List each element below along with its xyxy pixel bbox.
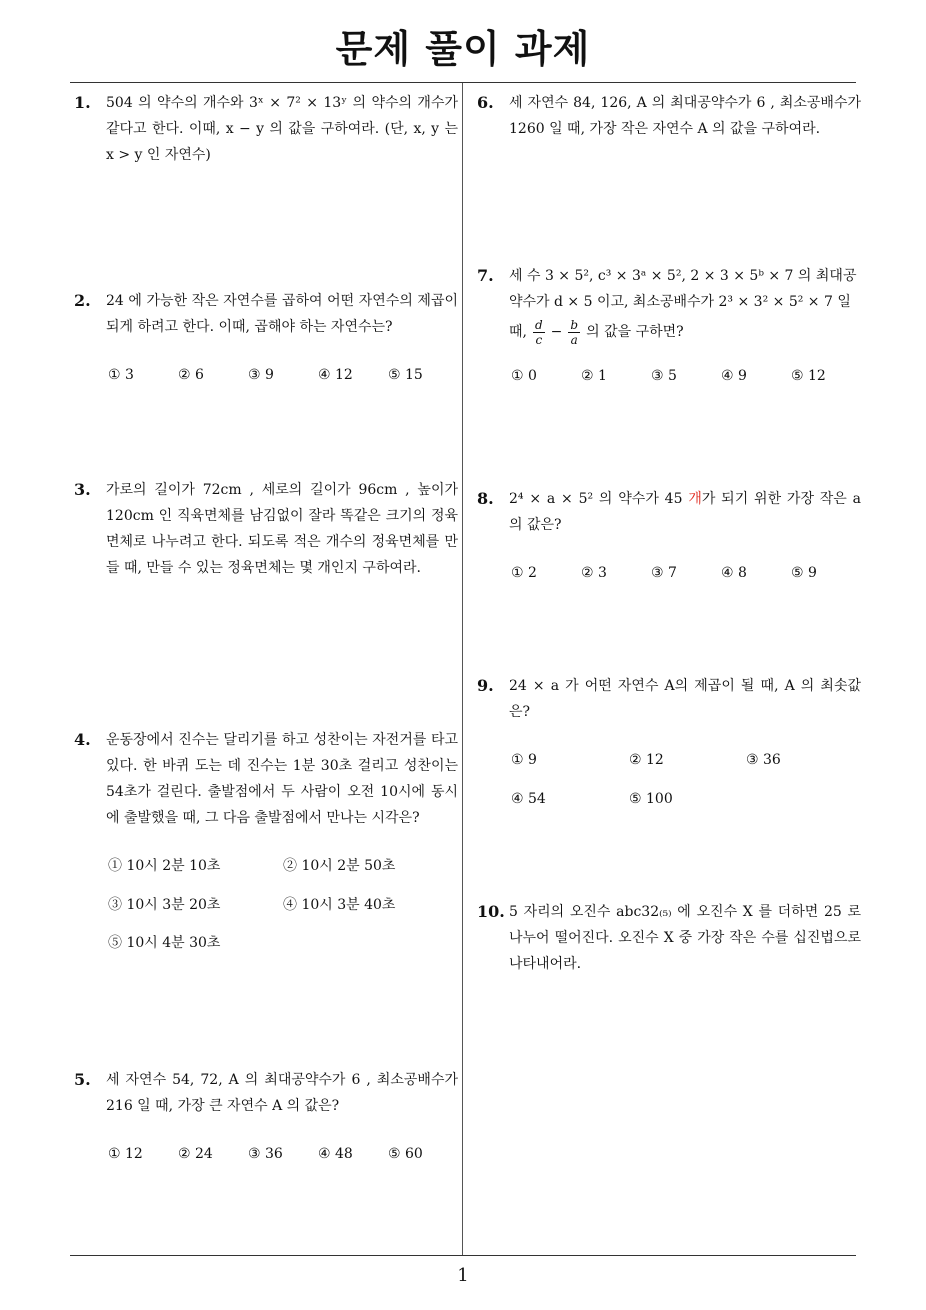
problem-number: 1. (74, 93, 91, 112)
choice-3[interactable]: ③ 36 (248, 1146, 283, 1162)
problem-text-line (509, 315, 861, 349)
problem-text-line: 약수가 d × 5 이고, 최소공배수가 2³ × 3² × 5² × 7 일 (509, 294, 851, 310)
choice-1[interactable]: ① 3 (108, 367, 134, 383)
bottom-rule (70, 1255, 856, 1256)
choice-2[interactable]: ② 12 (629, 752, 664, 768)
fraction (568, 318, 580, 347)
text-fragment: 때, (509, 324, 527, 340)
problem-7 (477, 263, 861, 393)
problem-6 (477, 90, 861, 142)
choice-list (511, 747, 861, 817)
text-fragment: 가 되기 위한 가장 작은 a 의 값은? (509, 491, 861, 533)
fraction (533, 318, 545, 347)
minus-sign: − (550, 324, 563, 340)
choice-4[interactable]: ④ 8 (721, 565, 747, 581)
choice-4[interactable]: ④ 10시 3분 40초 (283, 897, 396, 913)
fraction-denominator: a (570, 332, 578, 347)
problem-text (509, 263, 861, 349)
choice-1[interactable]: ① 0 (511, 368, 537, 384)
choice-5[interactable]: ⑤ 12 (791, 368, 826, 384)
choice-3[interactable]: ③ 36 (746, 752, 781, 768)
choice-list (511, 560, 861, 590)
problem-number: 9. (477, 676, 494, 695)
problem-text (509, 486, 861, 538)
column-divider (462, 83, 463, 1255)
problem-text: 세 자연수 84, 126, A 의 최대공약수가 6 , 최소공배수가 1260 일 때, 가장 작은 자연수 A 의 값을 구하여라. (509, 95, 861, 137)
choice-3[interactable]: ③ 5 (651, 368, 677, 384)
choice-2[interactable]: ② 6 (178, 367, 204, 383)
problem-2 (74, 288, 458, 392)
problem-text: 24 × a 가 어떤 자연수 A의 제곱이 될 때, A 의 최솟값은? (509, 678, 861, 720)
choice-5[interactable]: ⑤ 60 (388, 1146, 423, 1162)
problem-number: 8. (477, 489, 494, 508)
fraction-denominator: c (535, 332, 543, 347)
choice-5[interactable]: ⑤ 10시 4분 30초 (108, 935, 221, 951)
text-fragment: 2⁴ × a × 5² 의 약수가 45 (509, 491, 689, 507)
problem-number: 6. (477, 93, 494, 112)
problem-text-line: 세 수 3 × 5², c³ × 3ᵃ × 5², 2 × 3 × 5ᵇ × 7 의 최대공 (509, 268, 857, 284)
problem-number: 10. (477, 902, 505, 921)
choice-4[interactable]: ④ 48 (318, 1146, 353, 1162)
problem-9 (477, 673, 861, 817)
fraction-numerator: b (570, 317, 579, 332)
page-number: 1 (457, 1265, 469, 1286)
choice-list (511, 363, 861, 393)
choice-2[interactable]: ② 24 (178, 1146, 213, 1162)
top-rule (70, 82, 856, 83)
choice-5[interactable]: ⑤ 15 (388, 367, 423, 383)
problem-1 (74, 90, 458, 168)
choice-1[interactable]: ① 10시 2분 10초 (108, 858, 221, 874)
problem-number: 2. (74, 291, 91, 310)
choice-list (108, 1141, 458, 1171)
choice-4[interactable]: ④ 54 (511, 791, 546, 807)
fraction-numerator: d (534, 317, 543, 332)
choice-2[interactable]: ② 10시 2분 50초 (283, 858, 396, 874)
choice-4[interactable]: ④ 9 (721, 368, 747, 384)
text-fragment: 의 값을 구하면? (586, 324, 684, 340)
problem-text: 5 자리의 오진수 abc32₍₅₎ 에 오진수 X 를 더하면 25 로 나누어 떨어진다. 오진수 X 중 가장 작은 수를 십진법으로 나타내어라. (509, 904, 861, 972)
choice-1[interactable]: ① 9 (511, 752, 537, 768)
choice-3[interactable]: ③ 7 (651, 565, 677, 581)
problem-number: 4. (74, 730, 91, 749)
problem-number: 3. (74, 480, 91, 499)
problem-number: 7. (477, 266, 494, 285)
problem-number: 5. (74, 1070, 91, 1089)
problem-8 (477, 486, 861, 590)
problem-text: 운동장에서 진수는 달리기를 하고 성찬이는 자전거를 타고 있다. 한 바퀴 도는 데 진수는 1분 30초 걸리고 성찬이는 54초가 걸린다. 출발점에서 두 사람이 오전 10시에 동시에 출발했을 때, 그 다음 출발점에서 만나는 시각은? (106, 732, 458, 826)
choice-1[interactable]: ① 2 (511, 565, 537, 581)
choice-list (108, 362, 458, 392)
problem-4 (74, 727, 458, 973)
choice-3[interactable]: ③ 9 (248, 367, 274, 383)
problem-text: 세 자연수 54, 72, A 의 최대공약수가 6 , 최소공배수가 216 일 때, 가장 큰 자연수 A 의 값은? (106, 1072, 458, 1114)
choice-5[interactable]: ⑤ 9 (791, 565, 817, 581)
choice-list (108, 853, 458, 973)
problem-3 (74, 477, 458, 581)
problem-text: 24 에 가능한 작은 자연수를 곱하여 어떤 자연수의 제곱이 되게 하려고 한다. 이때, 곱해야 하는 자연수는? (106, 293, 458, 335)
choice-2[interactable]: ② 1 (581, 368, 607, 384)
problem-5 (74, 1067, 458, 1171)
page-title: 문제 풀이 과제 (335, 27, 591, 71)
choice-2[interactable]: ② 3 (581, 565, 607, 581)
choice-4[interactable]: ④ 12 (318, 367, 353, 383)
choice-5[interactable]: ⑤ 100 (629, 791, 673, 807)
choice-3[interactable]: ③ 10시 3분 20초 (108, 897, 221, 913)
problem-text: 504 의 약수의 개수와 3ˣ × 7² × 13ʸ 의 약수의 개수가 같다고 한다. 이때, x − y 의 값을 구하여라. (단, x, y 는 x > y 인 자연수) (106, 95, 458, 163)
choice-1[interactable]: ① 12 (108, 1146, 143, 1162)
problem-10 (477, 899, 861, 977)
highlighted-text: 개 (688, 491, 702, 507)
problem-text: 가로의 길이가 72cm , 세로의 길이가 96cm , 높이가 120cm 인 직육면체를 남김없이 잘라 똑같은 크기의 정육면체로 나누려고 한다. 되도록 적은 개수의 정육면체를 만들 때, 만들 수 있는 정육면체는 몇 개인지 구하여라. (106, 482, 458, 576)
